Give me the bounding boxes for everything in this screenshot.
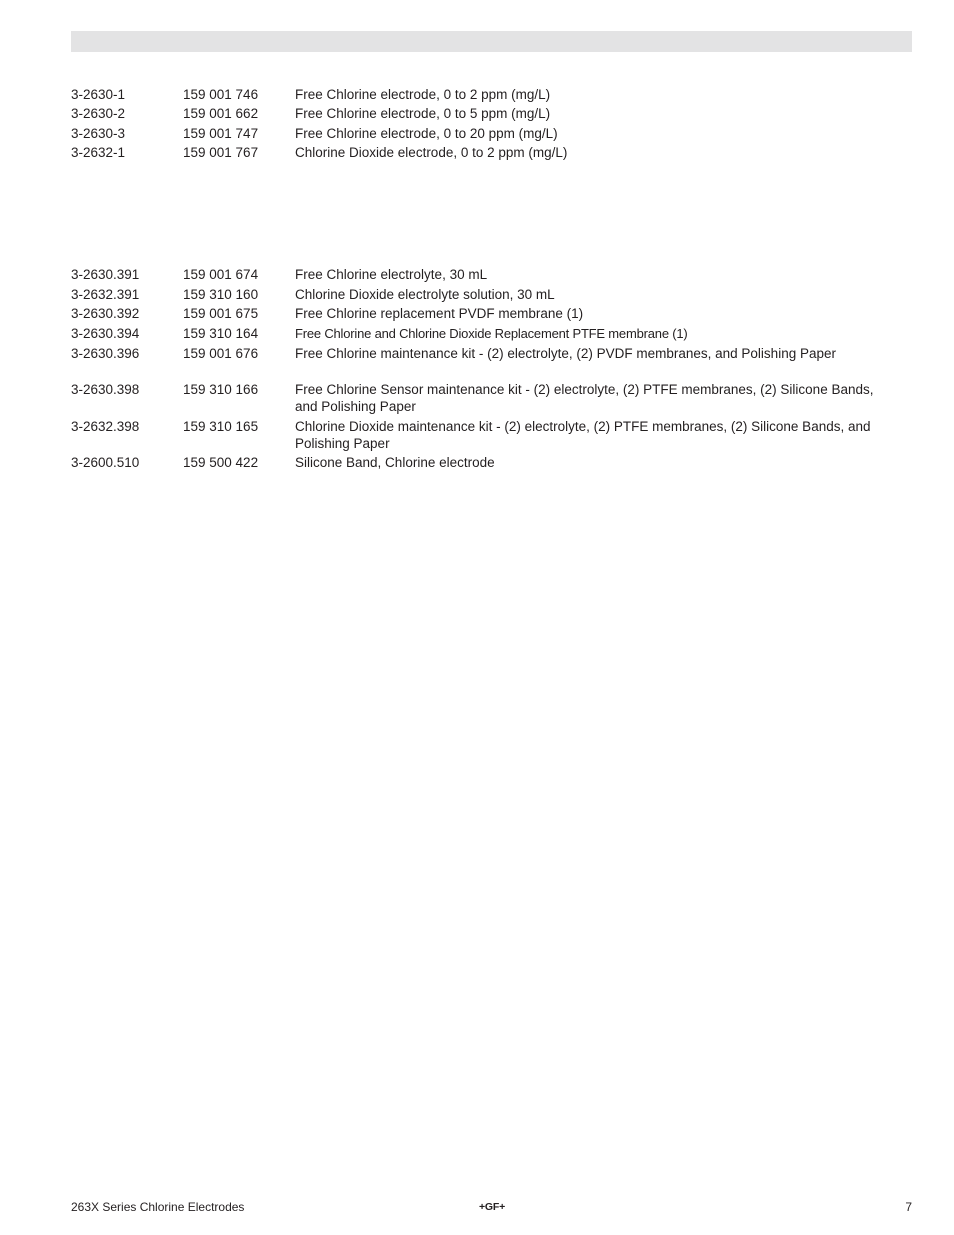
part-number: 3-2630-1 xyxy=(71,87,126,102)
mfr-code: 159 001 674 xyxy=(183,267,259,282)
description: Free Chlorine electrolyte, 30 mL xyxy=(295,267,488,282)
mfr-code: 159 001 747 xyxy=(183,126,259,141)
mfr-code: 159 001 746 xyxy=(183,87,259,102)
mfr-code: 159 310 166 xyxy=(183,382,259,397)
gf-logo: +GF+ xyxy=(479,1201,506,1213)
description: Chlorine Dioxide electrode, 0 to 2 ppm (mg/L) xyxy=(295,145,568,160)
part-number: 3-2630-2 xyxy=(71,106,126,121)
part-number: 3-2600.510 xyxy=(71,455,140,470)
description: Chlorine Dioxide maintenance kit - (2) electrolyte, (2) PTFE membranes, (2) Silicone Bands, and Polishing Paper xyxy=(295,419,871,451)
part-number: 3-2630.391 xyxy=(71,267,140,282)
description: Free Chlorine electrode, 0 to 2 ppm (mg/L) xyxy=(295,87,551,102)
mfr-code: 159 310 160 xyxy=(183,287,259,302)
mfr-code: 159 001 676 xyxy=(183,346,259,361)
part-number: 3-2630.392 xyxy=(71,306,140,321)
part-number: 3-2630.396 xyxy=(71,346,140,361)
part-number: 3-2632-1 xyxy=(71,145,126,160)
page-number: 7 xyxy=(905,1200,912,1214)
part-number: 3-2632.391 xyxy=(71,287,140,302)
description: Free Chlorine electrode, 0 to 20 ppm (mg/L) xyxy=(295,126,558,141)
mfr-code: 159 001 675 xyxy=(183,306,259,321)
part-number: 3-2630.398 xyxy=(71,382,140,397)
mfr-code: 159 500 422 xyxy=(183,455,259,470)
description: Chlorine Dioxide electrolyte solution, 30 mL xyxy=(295,287,555,302)
description: Free Chlorine replacement PVDF membrane (1) xyxy=(295,306,584,321)
description: Free Chlorine and Chlorine Dioxide Replacement PTFE membrane (1) xyxy=(295,326,688,341)
mfr-code: 159 001 662 xyxy=(183,106,259,121)
description: Free Chlorine Sensor maintenance kit - (2) electrolyte, (2) PTFE membranes, (2) Silicone Bands, and Polishing Paper xyxy=(295,382,874,414)
description: Silicone Band, Chlorine electrode xyxy=(295,455,495,470)
mfr-code: 159 310 165 xyxy=(183,419,259,434)
part-number: 3-2630-3 xyxy=(71,126,126,141)
description: Free Chlorine maintenance kit - (2) electrolyte, (2) PVDF membranes, and Polishing Paper xyxy=(295,346,836,361)
mfr-code: 159 001 767 xyxy=(183,145,259,160)
mfr-code: 159 310 164 xyxy=(183,326,259,341)
part-number: 3-2632.398 xyxy=(71,419,140,434)
section-header-bar xyxy=(71,31,912,52)
description: Free Chlorine electrode, 0 to 5 ppm (mg/L) xyxy=(295,106,551,121)
part-number: 3-2630.394 xyxy=(71,326,140,341)
footer-title: 263X Series Chlorine Electrodes xyxy=(71,1200,245,1214)
